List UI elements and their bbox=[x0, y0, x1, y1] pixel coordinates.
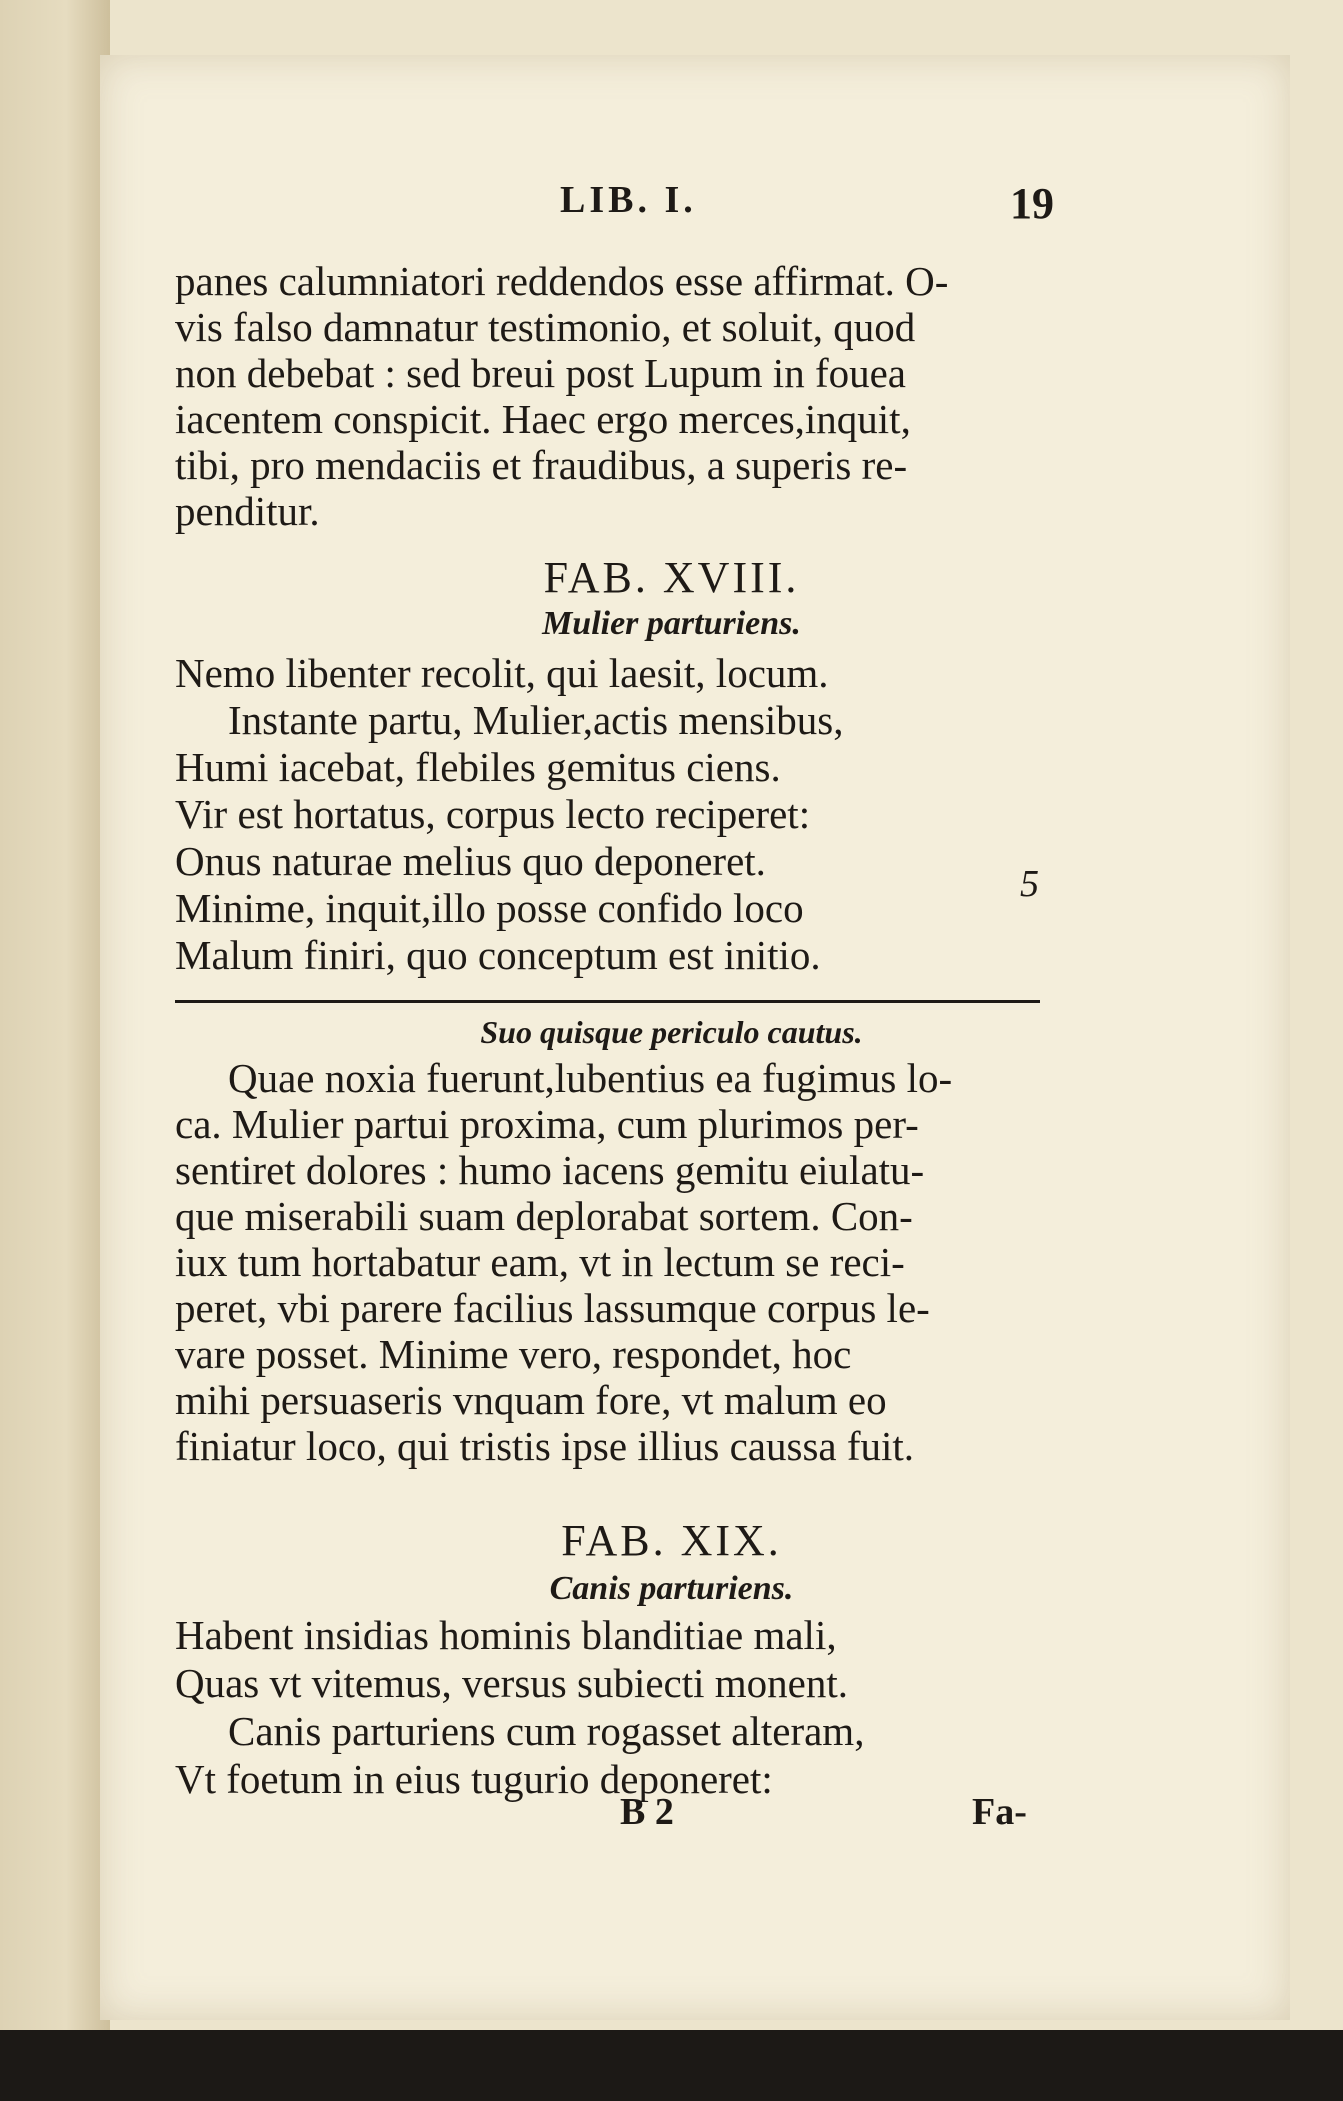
verse-line: Onus naturae melius quo deponeret. bbox=[175, 838, 766, 884]
prose-line: Quae noxia fuerunt,lubentius ea fugimus lo- bbox=[228, 1055, 953, 1101]
prose-line: ca. Mulier partui proxima, cum plurimos per- bbox=[175, 1101, 919, 1147]
verse-line: Humi iacebat, flebiles gemitus ciens. bbox=[175, 744, 781, 790]
prose-line: tibi, pro mendaciis et fraudibus, a superis re- bbox=[175, 442, 908, 488]
prose-line: sentiret dolores : humo iacens gemitu eiulatu- bbox=[175, 1147, 925, 1193]
verse-number: 5 bbox=[1020, 863, 1039, 905]
verse-line: Nemo libenter recolit, qui laesit, locum. bbox=[175, 650, 829, 696]
fable-title: Mulier parturiens. bbox=[542, 605, 801, 642]
prose-line: mihi persuaseris vnquam fore, vt malum eo bbox=[175, 1377, 887, 1423]
verse-line: Canis parturiens cum rogasset alteram, bbox=[228, 1708, 865, 1754]
verse-line: Minime, inquit,illo posse confido loco bbox=[175, 885, 804, 931]
prose-line: iux tum hortabatur eam, vt in lectum se reci- bbox=[175, 1239, 905, 1285]
page-number: 19 bbox=[1010, 179, 1054, 228]
verse-line: Quas vt vitemus, versus subiecti monent. bbox=[175, 1660, 848, 1706]
fable-title: Canis parturiens. bbox=[549, 1570, 794, 1607]
fable-heading: FAB. XVIII. bbox=[543, 553, 800, 602]
signature-mark: B 2 bbox=[620, 1791, 674, 1833]
prose-line: peret, vbi parere facilius lassumque corpus le- bbox=[175, 1285, 930, 1331]
verse-line: Vt foetum in eius tugurio deponeret: bbox=[175, 1756, 773, 1802]
prose-line: panes calumniatori reddendos esse affirmat. O- bbox=[175, 258, 949, 304]
prose-line: finiatur loco, qui tristis ipse illius caussa fuit. bbox=[175, 1423, 915, 1469]
verse-line: Vir est hortatus, corpus lecto reciperet: bbox=[175, 791, 811, 837]
verse-line: Instante partu, Mulier,actis mensibus, bbox=[228, 697, 844, 743]
prose-line: iacentem conspicit. Haec ergo merces,inquit, bbox=[175, 396, 911, 442]
fable-heading: FAB. XIX. bbox=[561, 1516, 782, 1565]
prose-line: vare posset. Minime vero, respondet, hoc bbox=[175, 1331, 852, 1377]
verse-line: Malum finiri, quo conceptum est initio. bbox=[175, 932, 821, 978]
catchword: Fa- bbox=[972, 1791, 1027, 1833]
verse-line: Habent insidias hominis blanditiae mali, bbox=[175, 1612, 837, 1658]
moral-title: Suo quisque periculo cautus. bbox=[480, 1014, 863, 1050]
running-head: LIB. I. bbox=[560, 179, 697, 221]
prose-line: penditur. bbox=[175, 488, 320, 534]
section-rule bbox=[175, 1000, 1040, 1003]
prose-line: non debebat : sed breui post Lupum in fouea bbox=[175, 350, 906, 396]
prose-line: que miserabili suam deplorabat sortem. Con- bbox=[175, 1193, 913, 1239]
prose-line: vis falso damnatur testimonio, et soluit, quod bbox=[175, 304, 916, 350]
